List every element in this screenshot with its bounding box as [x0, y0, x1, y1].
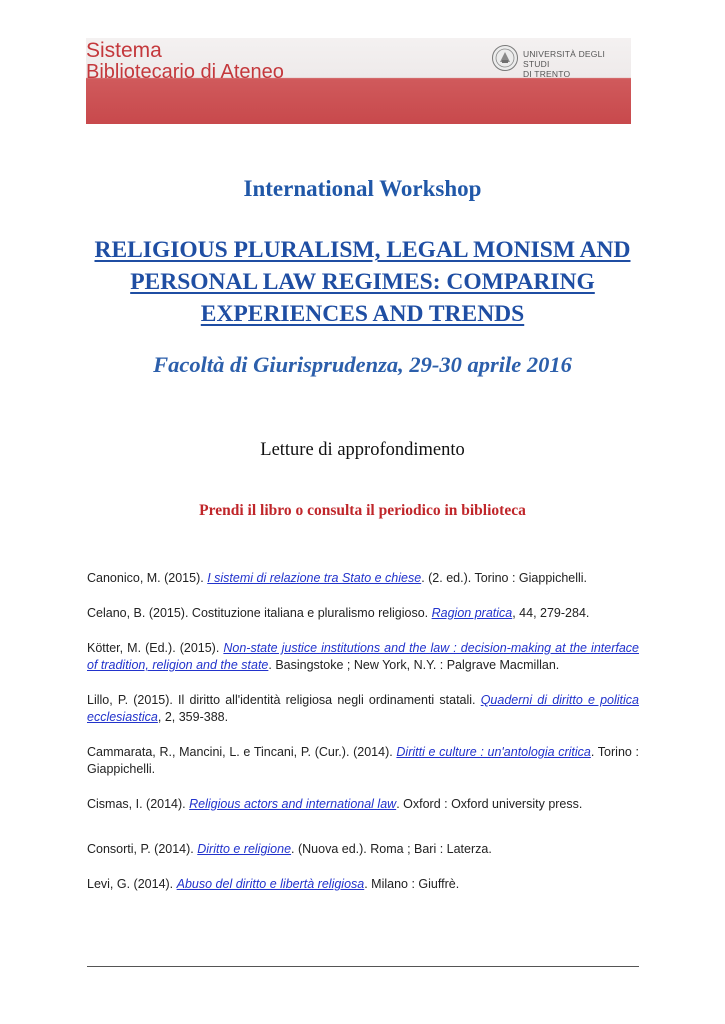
event-title-line: PERSONAL LAW REGIMES: COMPARING [130, 269, 595, 295]
university-name [523, 49, 631, 79]
reference-link[interactable]: I sistemi di relazione tra Stato e chiese [207, 571, 422, 585]
reference-list [87, 570, 639, 893]
reference-item [87, 605, 639, 622]
reference-text: , 2, 359-388. [157, 710, 229, 724]
reference-item [87, 876, 639, 893]
library-logo [86, 40, 286, 83]
event-venue-date: Facoltà di Giurisprudenza, 29-30 aprile 2016 [153, 352, 572, 377]
reference-item [87, 692, 639, 726]
reference-link[interactable]: Diritto e religione [197, 842, 292, 856]
reference-text: , 44, 279-284. [512, 606, 590, 620]
reference-link[interactable]: Non-state justice institutions and the law : decision-making at the interface of tradition, religion and the state [87, 641, 639, 672]
reference-text: . Torino : Giappichelli. [87, 745, 639, 776]
university-seal-icon [491, 44, 519, 72]
reference-text: Cammarata, R., Mancini, L. e Tincani, P. (Cur.). (2014). [87, 745, 397, 759]
reference-text: . Oxford : Oxford university press. [396, 797, 583, 811]
reference-item [87, 640, 639, 674]
reference-text: Kötter, M. (Ed.). (2015). [87, 641, 224, 655]
reference-item [87, 570, 639, 587]
library-name-line2: Bibliotecario di Ateneo [86, 61, 284, 83]
reference-link[interactable]: Ragion pratica [431, 606, 513, 620]
reference-text: Celano, B. (2015). Costituzione italiana e pluralismo religioso. [87, 606, 432, 620]
header-banner [86, 38, 631, 124]
university-name-line2: DI TRENTO [523, 69, 571, 79]
event-title [0, 234, 725, 330]
reference-text: Cismas, I. (2014). [87, 797, 190, 811]
reference-link[interactable]: Abuso del diritto e libertà religiosa [176, 877, 365, 891]
reference-text: . (Nuova ed.). Roma ; Bari : Laterza. [291, 842, 492, 856]
reference-text: . (2. ed.). Torino : Giappichelli. [421, 571, 588, 585]
section-heading: Letture di approfondimento [260, 440, 465, 460]
event-kind: International Workshop [243, 176, 482, 201]
reference-item [87, 744, 639, 778]
footer-divider [87, 966, 639, 967]
university-name-line1: UNIVERSITÀ DEGLI STUDI [523, 49, 606, 69]
reference-text: Lillo, P. (2015). Il diritto all'identità religiosa negli ordinamenti statali. [87, 693, 481, 707]
library-name-line1: Sistema [86, 39, 162, 62]
reference-link[interactable]: Quaderni di diritto e politica ecclesiastica [87, 693, 639, 724]
reference-link[interactable]: Diritti e culture : un'antologia critica [396, 745, 591, 759]
reference-text: Levi, G. (2014). [87, 877, 177, 891]
reference-text: . Basingstoke ; New York, N.Y. : Palgrave Macmillan. [268, 658, 560, 672]
library-note: Prendi il libro o consulta il periodico in biblioteca [199, 502, 526, 519]
event-title-line: EXPERIENCES AND TRENDS [200, 301, 525, 327]
event-title-line: RELIGIOUS PLURALISM, LEGAL MONISM AND [94, 237, 631, 263]
university-logo [491, 44, 631, 78]
reference-item [87, 841, 639, 858]
reference-text: Canonico, M. (2015). [87, 571, 208, 585]
reference-item [87, 796, 639, 813]
reference-text: Consorti, P. (2014). [87, 842, 198, 856]
reference-text: . Milano : Giuffrè. [364, 877, 460, 891]
reference-link[interactable]: Religious actors and international law [189, 797, 397, 811]
